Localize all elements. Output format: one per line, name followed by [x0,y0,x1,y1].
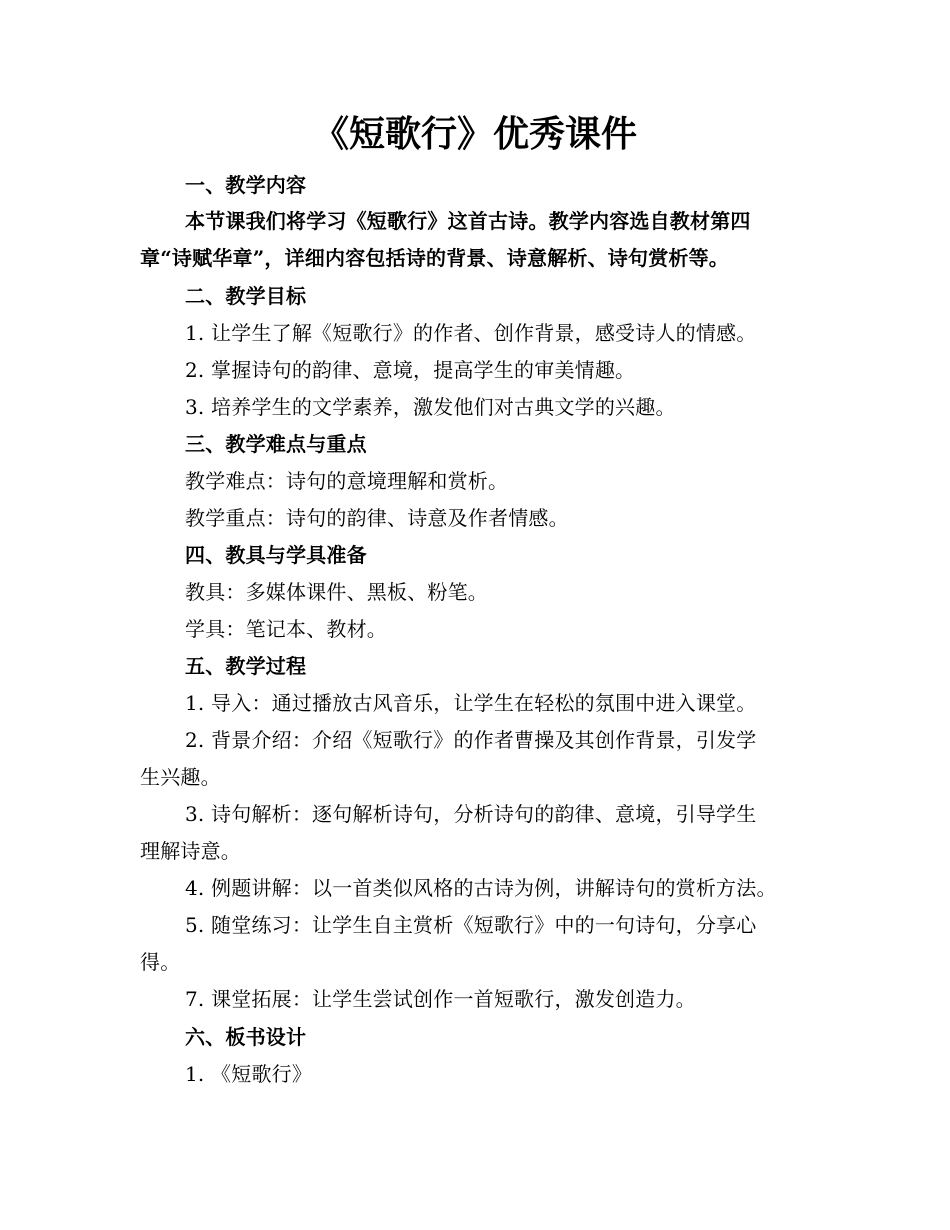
student-materials: 学具：笔记本、教材。 [185,617,387,641]
teacher-materials: 教具：多媒体课件、黑板、粉笔。 [185,580,488,604]
section-heading-content: 一、教学内容 [185,173,307,197]
section-heading-process: 五、教学过程 [185,654,307,678]
objective-item-2: 2. 掌握诗句的韵律、意境，提高学生的审美情趣。 [185,358,636,382]
process-item-7: 7. 课堂拓展：让学生尝试创作一首短歌行，激发创造力。 [185,987,696,1011]
teaching-key-point: 教学重点：诗句的韵律、诗意及作者情感。 [185,506,569,530]
objective-item-1: 1. 让学生了解《短歌行》的作者、创作背景，感受诗人的情感。 [185,321,757,345]
document-title: 《短歌行》优秀课件 [312,113,637,155]
board-design-item-1: 1. 《短歌行》 [185,1062,313,1086]
process-item-3-line-2: 理解诗意。 [140,839,241,863]
process-item-2-line-2: 生兴趣。 [140,765,221,789]
content-paragraph-line-2: 章“诗赋华章”，详细内容包括诗的背景、诗意解析、诗句赏析等。 [140,246,730,270]
section-heading-objectives: 二、教学目标 [185,284,307,308]
section-heading-board-design: 六、板书设计 [185,1025,307,1049]
objective-item-3: 3. 培养学生的文学素养，激发他们对古典文学的兴趣。 [185,395,676,419]
teaching-difficulty: 教学难点：诗句的意境理解和赏析。 [185,469,509,493]
process-item-2-line-1: 2. 背景介绍：介绍《短歌行》的作者曹操及其创作背景，引发学 [185,728,757,752]
process-item-5-line-1: 5. 随堂练习：让学生自主赏析《短歌行》中的一句诗句，分享心 [185,913,757,937]
process-item-1: 1. 导入：通过播放古风音乐，让学生在轻松的氛围中进入课堂。 [185,691,757,715]
section-heading-materials: 四、教具与学具准备 [185,543,367,567]
process-item-4: 4. 例题讲解：以一首类似风格的古诗为例，讲解诗句的赏析方法。 [185,876,777,900]
process-item-3-line-1: 3. 诗句解析：逐句解析诗句，分析诗句的韵律、意境，引导学生 [185,802,757,826]
content-paragraph-line-1: 本节课我们将学习《短歌行》这首古诗。教学内容选自教材第四 [185,209,751,233]
section-heading-key-points: 三、教学难点与重点 [185,432,367,456]
process-item-5-line-2: 得。 [140,950,181,974]
